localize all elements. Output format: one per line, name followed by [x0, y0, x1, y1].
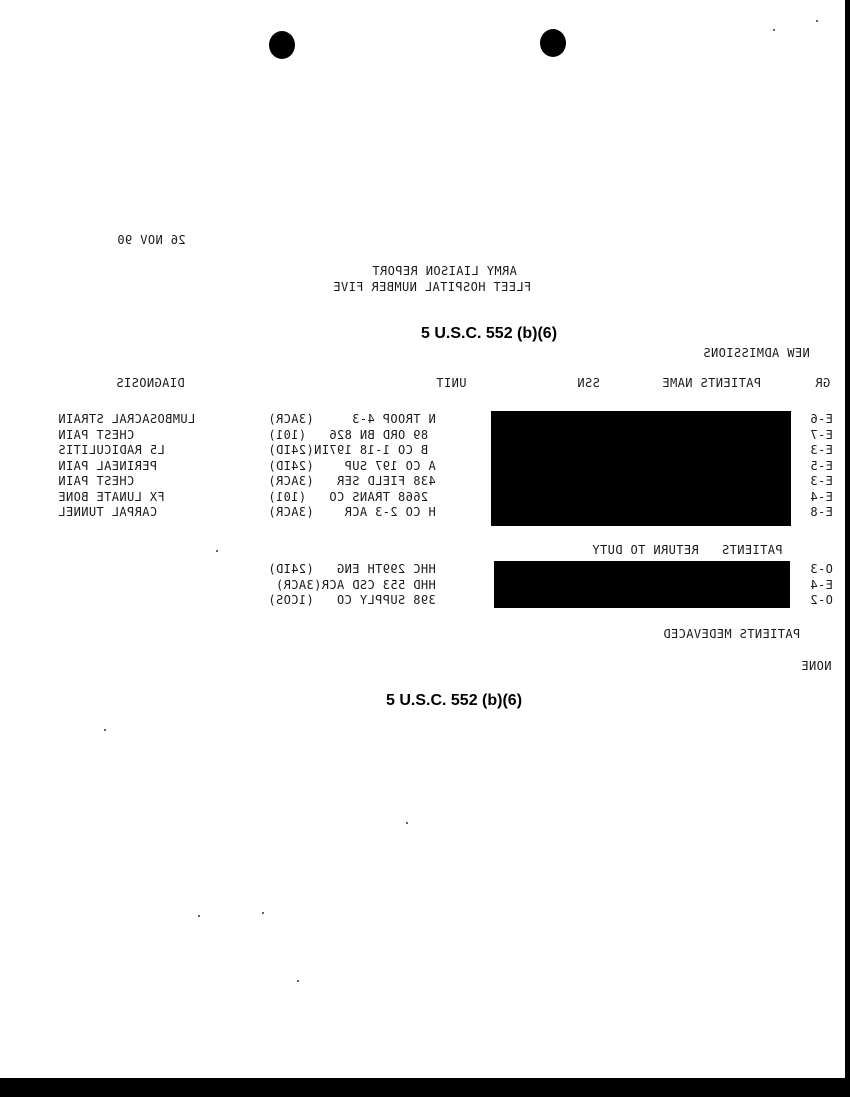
table-row-diagnosis: LUMBOSACRAL STRAIN: [58, 412, 196, 426]
table-row-grade: E-6: [810, 412, 833, 426]
column-header-unit: UNIT: [436, 376, 467, 390]
scan-speck: [773, 29, 775, 31]
scan-edge-right: [845, 0, 850, 1097]
scan-speck: [406, 822, 408, 824]
table-row-diagnosis: PERINEAL PAIN: [58, 458, 158, 473]
column-header-patients-name: PATIENTS NAME: [662, 376, 762, 390]
table-row-unit: 89 ORD BN 826 (101): [268, 427, 429, 442]
redaction-stamp-top: 5 U.S.C. 552 (b)(6): [421, 325, 558, 342]
table-row-diagnosis: CARPAL TUNNEL: [58, 505, 158, 519]
column-header-ssn: SSN: [577, 376, 600, 390]
table-row-grade: E-5: [810, 458, 833, 473]
table-row-unit: N TROOP 4-3 (3ACR): [268, 412, 436, 426]
table-row-diagnosis: L5 RADICULITIS: [58, 443, 165, 457]
scan-speck: [297, 980, 299, 982]
scan-speck: [816, 20, 818, 22]
table-row-unit: A CO 197 SUP (24ID): [268, 458, 436, 473]
section-heading-return-to-duty: PATIENTS RETURN TO DUTY: [592, 543, 783, 557]
table-row-grade: E-7: [810, 427, 833, 442]
table-row-unit: 2668 TRANS CO (101): [268, 489, 429, 504]
punch-hole-left: [269, 31, 295, 59]
table-row-grade: O-2: [810, 593, 833, 607]
table-row-grade: E-4: [810, 577, 833, 592]
table-row-grade: E-3: [810, 443, 833, 457]
table-row-unit: B CO 1-18 197IN(24ID): [268, 443, 429, 457]
section-heading-medevaced: PATIENTS MEDEVACED: [663, 627, 801, 641]
table-row-unit: HHD 553 CSD ACR(3ACR): [275, 577, 436, 592]
column-header-grade: GR: [815, 376, 831, 390]
report-subtitle: FLEET HOSPITAL NUMBER FIVE: [333, 280, 532, 294]
table-row-grade: O-3: [810, 562, 833, 576]
punch-hole-right: [540, 29, 566, 57]
medevaced-value: NONE: [801, 659, 832, 673]
report-title: ARMY LIAISON REPORT: [372, 264, 517, 278]
column-header-diagnosis: DIAGNOSIS: [116, 376, 185, 390]
table-row-grade: E-8: [810, 505, 833, 519]
table-row-grade: E-4: [810, 489, 833, 504]
table-row-diagnosis: FX LUNATE BONE: [58, 489, 165, 504]
scan-speck: [198, 915, 200, 917]
rtd-unit-column: [268, 562, 436, 609]
admissions-unit-column: [268, 412, 436, 521]
report-date: 26 NOV 90: [117, 233, 186, 247]
redaction-block-return-to-duty: [494, 561, 790, 608]
table-row-diagnosis: CHEST PAIN: [58, 474, 135, 488]
scan-speck: [216, 550, 218, 552]
redaction-block-admissions: [491, 411, 791, 526]
table-row-unit: H CO 2-3 ACR (3ACR): [268, 505, 436, 519]
scan-speck: [262, 912, 264, 914]
admissions-diagnosis-column: [58, 412, 195, 521]
table-row-unit: HHC 299TH ENG (24ID): [268, 562, 436, 576]
rtd-grade-column: [810, 562, 833, 609]
table-row-unit: 438 FIELD SER (3ACR): [268, 474, 436, 488]
section-heading-new-admissions: NEW ADMISSIONS: [703, 346, 810, 360]
scan-edge-bottom: [0, 1078, 850, 1097]
table-row-grade: E-3: [810, 474, 833, 488]
admissions-grade-column: [810, 412, 833, 521]
table-row-diagnosis: CHEST PAIN: [58, 427, 135, 442]
redaction-stamp-bottom: 5 U.S.C. 552 (b)(6): [386, 692, 523, 709]
scan-speck: [104, 729, 106, 731]
table-row-unit: 398 SUPPLY CO (1COS): [268, 593, 436, 607]
